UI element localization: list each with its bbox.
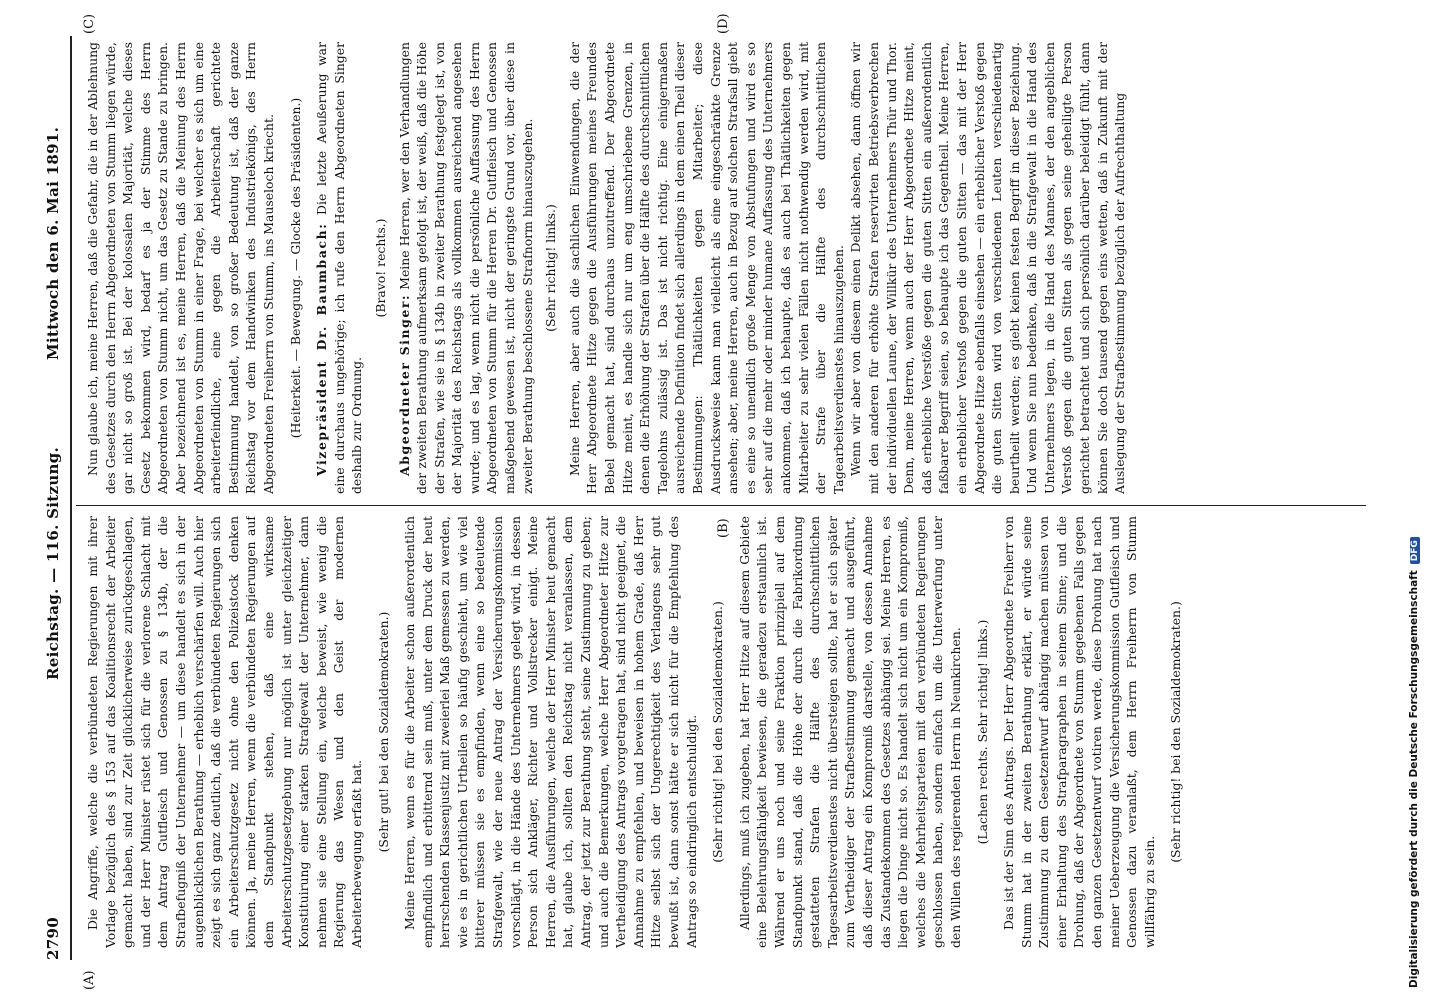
speaker-name: Abgeordneter Singer:: [396, 293, 412, 476]
margin-letter-b: (B): [716, 518, 731, 538]
paragraph: [313, 42, 366, 494]
right-column: [84, 42, 1372, 494]
paragraph: Wenn wir aber von diesem einen Delikt absehen, dann öffnen wir mit den anderen für erhöhte Strafen reservirten Betriebsverbrechen der individuellen Laune, der Willkür des Unternehmers Thür und Thor. Denn, meine Herren, wenn auch der Herr Abgeordnete Hitze meint, daß erhebliche Verstöße gegen die guten Sitten ein außerordentlich faßbarer Begriff seien, so behaupte ich das Gegentheil. Meine Herren, ein erheblicher Verstoß gegen die guten Sitten — das mit der Herr Abgeordnete Hitze ebenfalls einsehen — ein erheblicher Verstoß gegen die guten Sitten wird von verschiedenen Leuten verschiedenartig beurtheilt werden; es giebt keinen festen Begriff in dieser Beziehung. Und wenn Sie nun bedenken, daß in die Strafgewalt in die Hand des Unternehmers legen, in die Hand des Mannes, der den angeblichen Verstoß gegen die guten Sitten als gegen seine geheiligte Person gerichtet betrachtet und sich persönlich darüber beleidigt fühlt, dann können Sie doch tausend gegen eins wetten, daß in Zukunft mit der Auslegung der Strafbestimmung bezüglich der Aufrechthaltung: [848, 42, 1128, 494]
header-rule: [70, 36, 72, 960]
speech-text: Die letzte Aeußerung war eine durchaus ungehörige; ich rufe den Herrn Abgeordneten Singer deshalb zur Ordnung.: [314, 42, 365, 494]
paragraph: Allerdings, muß ich zugeben, hat Herr Hitze auf diesem Gebiete eine Belehrungsfähigkeit bewiesen, die geradezu erstaunlich ist. Während er uns noch und seine Fraktion prinzipiell auf dem Standpunkt stand, daß die Höhe der durch die Fabrikordnung gestatteten Strafen die Hälfte des durchschnittlichen Tagesarbeitsverdienstes nicht übersteigen sollte, hat er sich später zum Vertheidiger der Strafbestimmung gemacht und ausgeführt, daß dieser Antrag ein Kompromiß darstelle, von dessen Annahme das Zustandekommen des Gesetzes abhängig sei. Meine Herren, es liegen die Dinge nicht so. Es handelt sich nicht um ein Kompromiß, welches die Mehrheitsparteien mit den verbündeten Regierungen geschlossen haben, sondern einfach um die Unterwerfung unter den Willen des regierenden Herrn in Neunkirchen.: [736, 516, 963, 948]
margin-letter-d: (D): [716, 13, 731, 34]
digitization-credit: [1408, 0, 1426, 1000]
paragraph: [396, 42, 537, 494]
paragraph: Meine Herren, wenn es für die Arbeiter schon außerordentlich empfindlich und erbitternd sein muß, unter dem Druck der heut herrschenden Klassenjustiz mit zweierlei Maß gemessen zu werden, wie es in gerichtlichen Urtheilen so häufig geschieht, um wie viel bitterer müssen sie es empfinden, wenn eine so bedeutende Strafgewalt, wie der neue Antrag der Versicherungskommission vorschlägt, in die Hände des Unternehmers gelegt wird, in dessen Person sich Ankläger, Richter und Vollstrecker einigt. Meine Herren, die Ausführungen, welche der Herr Minister heut gemacht hat, glaube ich, sollten den Reichstag nicht veranlassen, dem Antrag, der jetzt zur Berathung steht, seine Zustimmung zu geben; und auch die Bemerkungen, welche Herr Abgeordneter Hitze zur Vertheidigung des Antrags vorgetragen hat, sind nicht geeignet, die Annahme zu empfehlen, und beweisen in hohem Grade, daß Herr Hitze selbst sich der Ungerechtigkeit des Verlangens sehr gut bewußt ist, dann sonst hätte er sich nicht für die Empfehlung des Antrags so eindringlich entschuldigt.: [402, 516, 699, 948]
reaction: (Heiterkeit. — Bewegung. — Glocke des Präsidenten.): [287, 97, 303, 439]
reaction: (Lachen rechts. Sehr richtig! links.): [974, 619, 990, 845]
paragraph: Die Angriffe, welche die verbündeten Regierungen mit ihrer Vorlage bezüglich des § 153 auf das Koalitionsrecht der Arbeiter gemacht haben, sind zur Zeit glücklicherweise zurückgeschlagen, und der Herr Minister rüstet sich für die verlorene Schlacht mit dem Antrag Gutfleisch und Genossen zu § 134b, der die Strafbefugniß der Unternehmer — um diese handelt es sich in der augenblicklichen Berathung — erheblich verschärfen will. Auch hier zeigt es sich ganz deutlich, daß die verbündeten Regierungen sich ein Arbeiterschutzgesetz nicht ohne den Polizeistock denken können. Ja, meine Herren, wenn die verbündeten Regierungen auf dem Standpunkt stehen, daß eine wirksame Arbeiterschutzgesetzgebung nur möglich ist unter gleichzeitiger Konstituirung einer starken Strafgewalt der Unternehmer, dann nehmen sie eine Stellung ein, welche beweist, wie wenig die Regierung das Wesen und den Geist der modernen Arbeiterbewegung erfaßt hat.: [85, 516, 364, 948]
column-divider: [76, 505, 1366, 506]
header-title: Reichstag. — 116. Sitzung.: [44, 446, 62, 680]
margin-letter-a: (A): [82, 970, 97, 990]
paragraph: Das ist der Sinn des Antrags. Der Herr Abgeordnete Freiherr von Stumm hat in der zweiten Berathung erklärt, er würde seine Zustimmung zu dem Gesetzentwurf abhängig machen müssen von einer Erhaltung des Strafparagraphen in seinem Sinne; und die Drohung, daß der Abgeordnete von Stumm gegebenen Falls gegen den ganzen Gesetzentwurf votiren werde, diese Drohung hat nach meiner Ueberzeugung die Versicherungskommission Gutfleisch und Genossen dazu veranlaßt, dem Herrn Freiherrn von Stumm willfährig zu sein.: [1001, 516, 1157, 948]
credit-text: Digitalisierung gefördert durch die Deutsche Forschungsgemeinschaft: [1408, 570, 1420, 988]
reaction: (Sehr richtig! links.): [543, 204, 559, 332]
paragraph: Nun glaube ich, meine Herren, daß die Gefahr, die in der Ablehnung des Gesetzes durch den Herrn Abgeordneten von Stumm liegen würde, gar nicht so groß ist. Bei der kolossalen Majorität, welche dieses Gesetz bekommen wird, bedarf es ja der Stimme des Herrn Abgeordneten von Stumm nicht, um das Gesetz zu Stande zu bringen. Aber bezeichnend ist es, meine Herren, daß die Meinung des Herrn Abgeordneten von Stumm in einer Frage, bei welcher es sich um eine arbeiterfeindliche, eine gegen die Arbeiterschaft gerichtete Bestimmung handelt, von so großer Bedeutung ist, daß der ganze Reichstag vor dem Handwinken des Industriekönigs, des Herrn Abgeordneten Freiherrn von Stumm, ins Mauseloch kriecht.: [85, 42, 276, 494]
left-column: [84, 516, 1372, 948]
dfg-logo: DFG: [1410, 537, 1420, 564]
page-number: 2790: [44, 917, 62, 960]
reaction: (Sehr richtig! bei den Sozialdemokraten.): [1168, 601, 1184, 863]
margin-letter-c: (C): [82, 13, 97, 34]
running-head: [42, 36, 68, 960]
reaction: (Sehr richtig! bei den Sozialdemokraten.): [710, 601, 726, 863]
paragraph: Meine Herren, aber auch die sachlichen Einwendungen, die der Herr Abgeordnete Hitze gegen die Ausführungen meines Freundes Bebel gemacht hat, sind durchaus unzutreffend. Der Abgeordnete Hitze meint, es handle sich nur um eng umschriebene Grenzen, in denen die Erhöhung der Strafen über die Hälfte des durchschnittlichen Tagelohns zulässig ist. Das ist nicht richtig. Eine einigermaßen ausreichende Definition findet sich allerdings in dem einen Theil dieser Bestimmungen: Thätlichkeiten gegen Mitarbeiter; diese Ausdrucksweise kann man vielleicht als eine eingeschränkte Grenze ansehen; aber, meine Herren, auch in Bezug auf solchen Strafsall giebt es eine so unendlich große Menge von Abstufungen und wird es so sehr auf die mehr oder minder humane Auffassung des Unternehmers ankommen, daß ich behaupte, daß es auch bei Thätlichkeiten gegen Mitarbeiter zu sehr vielen Fällen nicht nothwendig werden wird, mit der Strafe über die Hälfte des durchschnittlichen Tagearbeitsverdienstes hinauszugehen.: [566, 42, 846, 494]
speech-text: Meine Herren, wer den Verhandlungen der zweiten Berathung aufmerksam gefolgt ist, der weiß, daß die Höhe der Strafen, wie sie in § 134b in zweiter Berathung festgelegt ist, von der Majorität des Reichstags als vollkommen ausreichend angesehen wurde; und es lag, wenn nicht die persönliche Auffassung des Herrn Abgeordneten von Stumm für die Herren Dr. Gutfleisch und Genossen maßgebend gewesen ist, nicht der geringste Grund vor, über diese in zweiter Berathung beschlossene Strafnorm hinauszugehen.: [396, 42, 535, 494]
speaker-name: Vizepräsident Dr. Baumbach:: [314, 222, 330, 476]
header-date: Mittwoch den 6. Mai 1891.: [44, 126, 62, 360]
reaction: (Bravo! rechts.): [372, 218, 388, 318]
reaction: (Sehr gut! bei den Sozialdemokraten.): [375, 611, 391, 853]
